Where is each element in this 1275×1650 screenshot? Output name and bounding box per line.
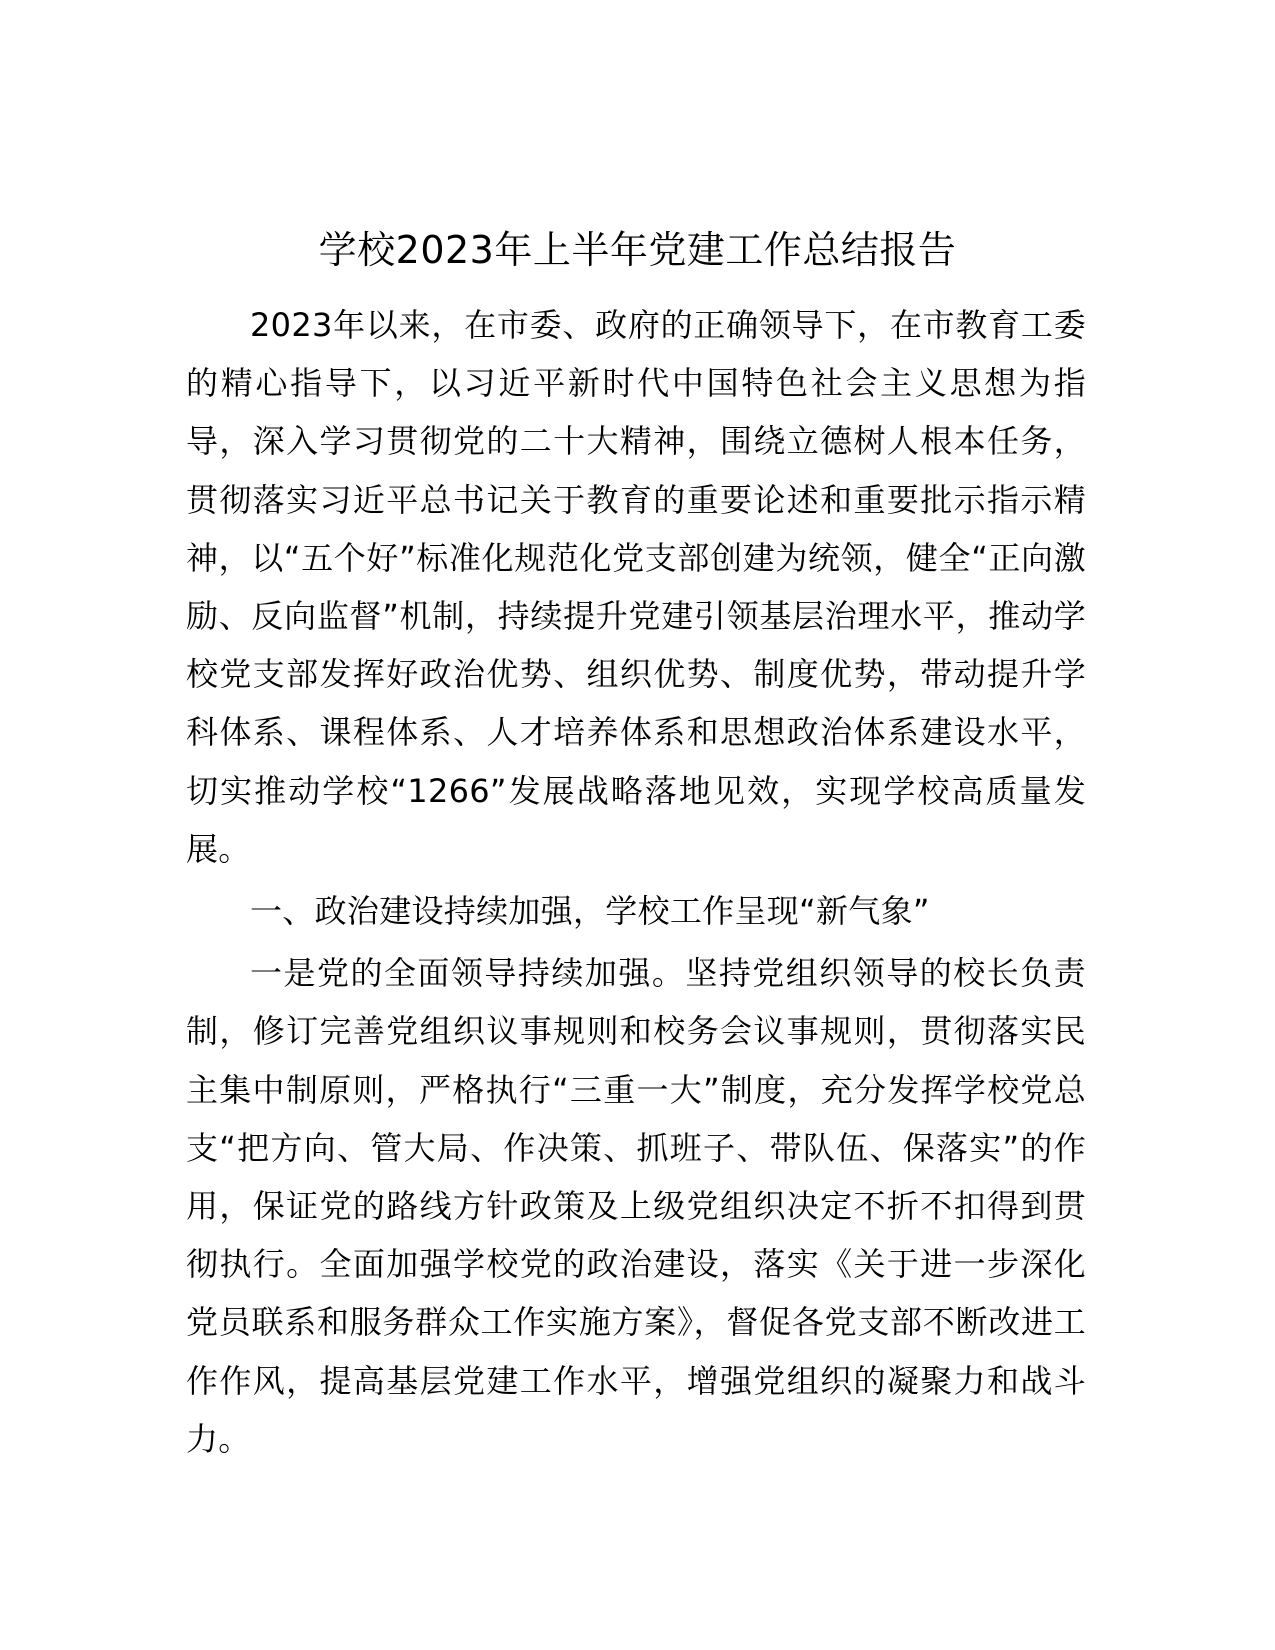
section-paragraph-1: 一是党的全面领导持续加强。坚持党组织领导的校长负责制，修订完善党组织议事规则和校务会议事规则，贯彻落实民主集中制原则，严格执行“三重一大”制度，充分发挥学校党总支“把方向、管大局、作决策、抓班子、带队伍、保落实”的作用，保证党的路线方针政策及上级党组织决定不折不扣得到贯彻执行。全面加强学校党的政治建设，落实《关于进一步深化党员联系和服务群众工作实施方案》，督促各党支部不断改进工作作风，提高基层党建工作水平，增强党组织的凝聚力和战斗力。 [186,954,1086,1458]
document-body [186,296,1086,1468]
section-heading-1: 一、政治建设持续加强，学校工作呈现“新气象” [250,892,930,931]
intro-paragraph: 2023年以来，在市委、政府的正确领导下，在市教育工委的精心指导下，以习近平新时代中国特色社会主义思想为指导，深入学习贯彻党的二十大精神，围绕立德树人根本任务，贯彻落实习近平总书记关于教育的重要论述和重要批示指示精神，以“五个好”标准化规范化党支部创建为统领，健全“正向激励、反向监督”机制，持续提升党建引领基层治理水平，推动学校党支部发挥好政治优势、组织优势、制度优势，带动提升学科体系、课程体系、人才培养体系和思想政治体系建设水平，切实推动学校“1266”发展战略落地见效，实现学校高质量发展。 [186,306,1086,868]
document-title: 学校2023年上半年党建工作总结报告 [318,228,957,272]
